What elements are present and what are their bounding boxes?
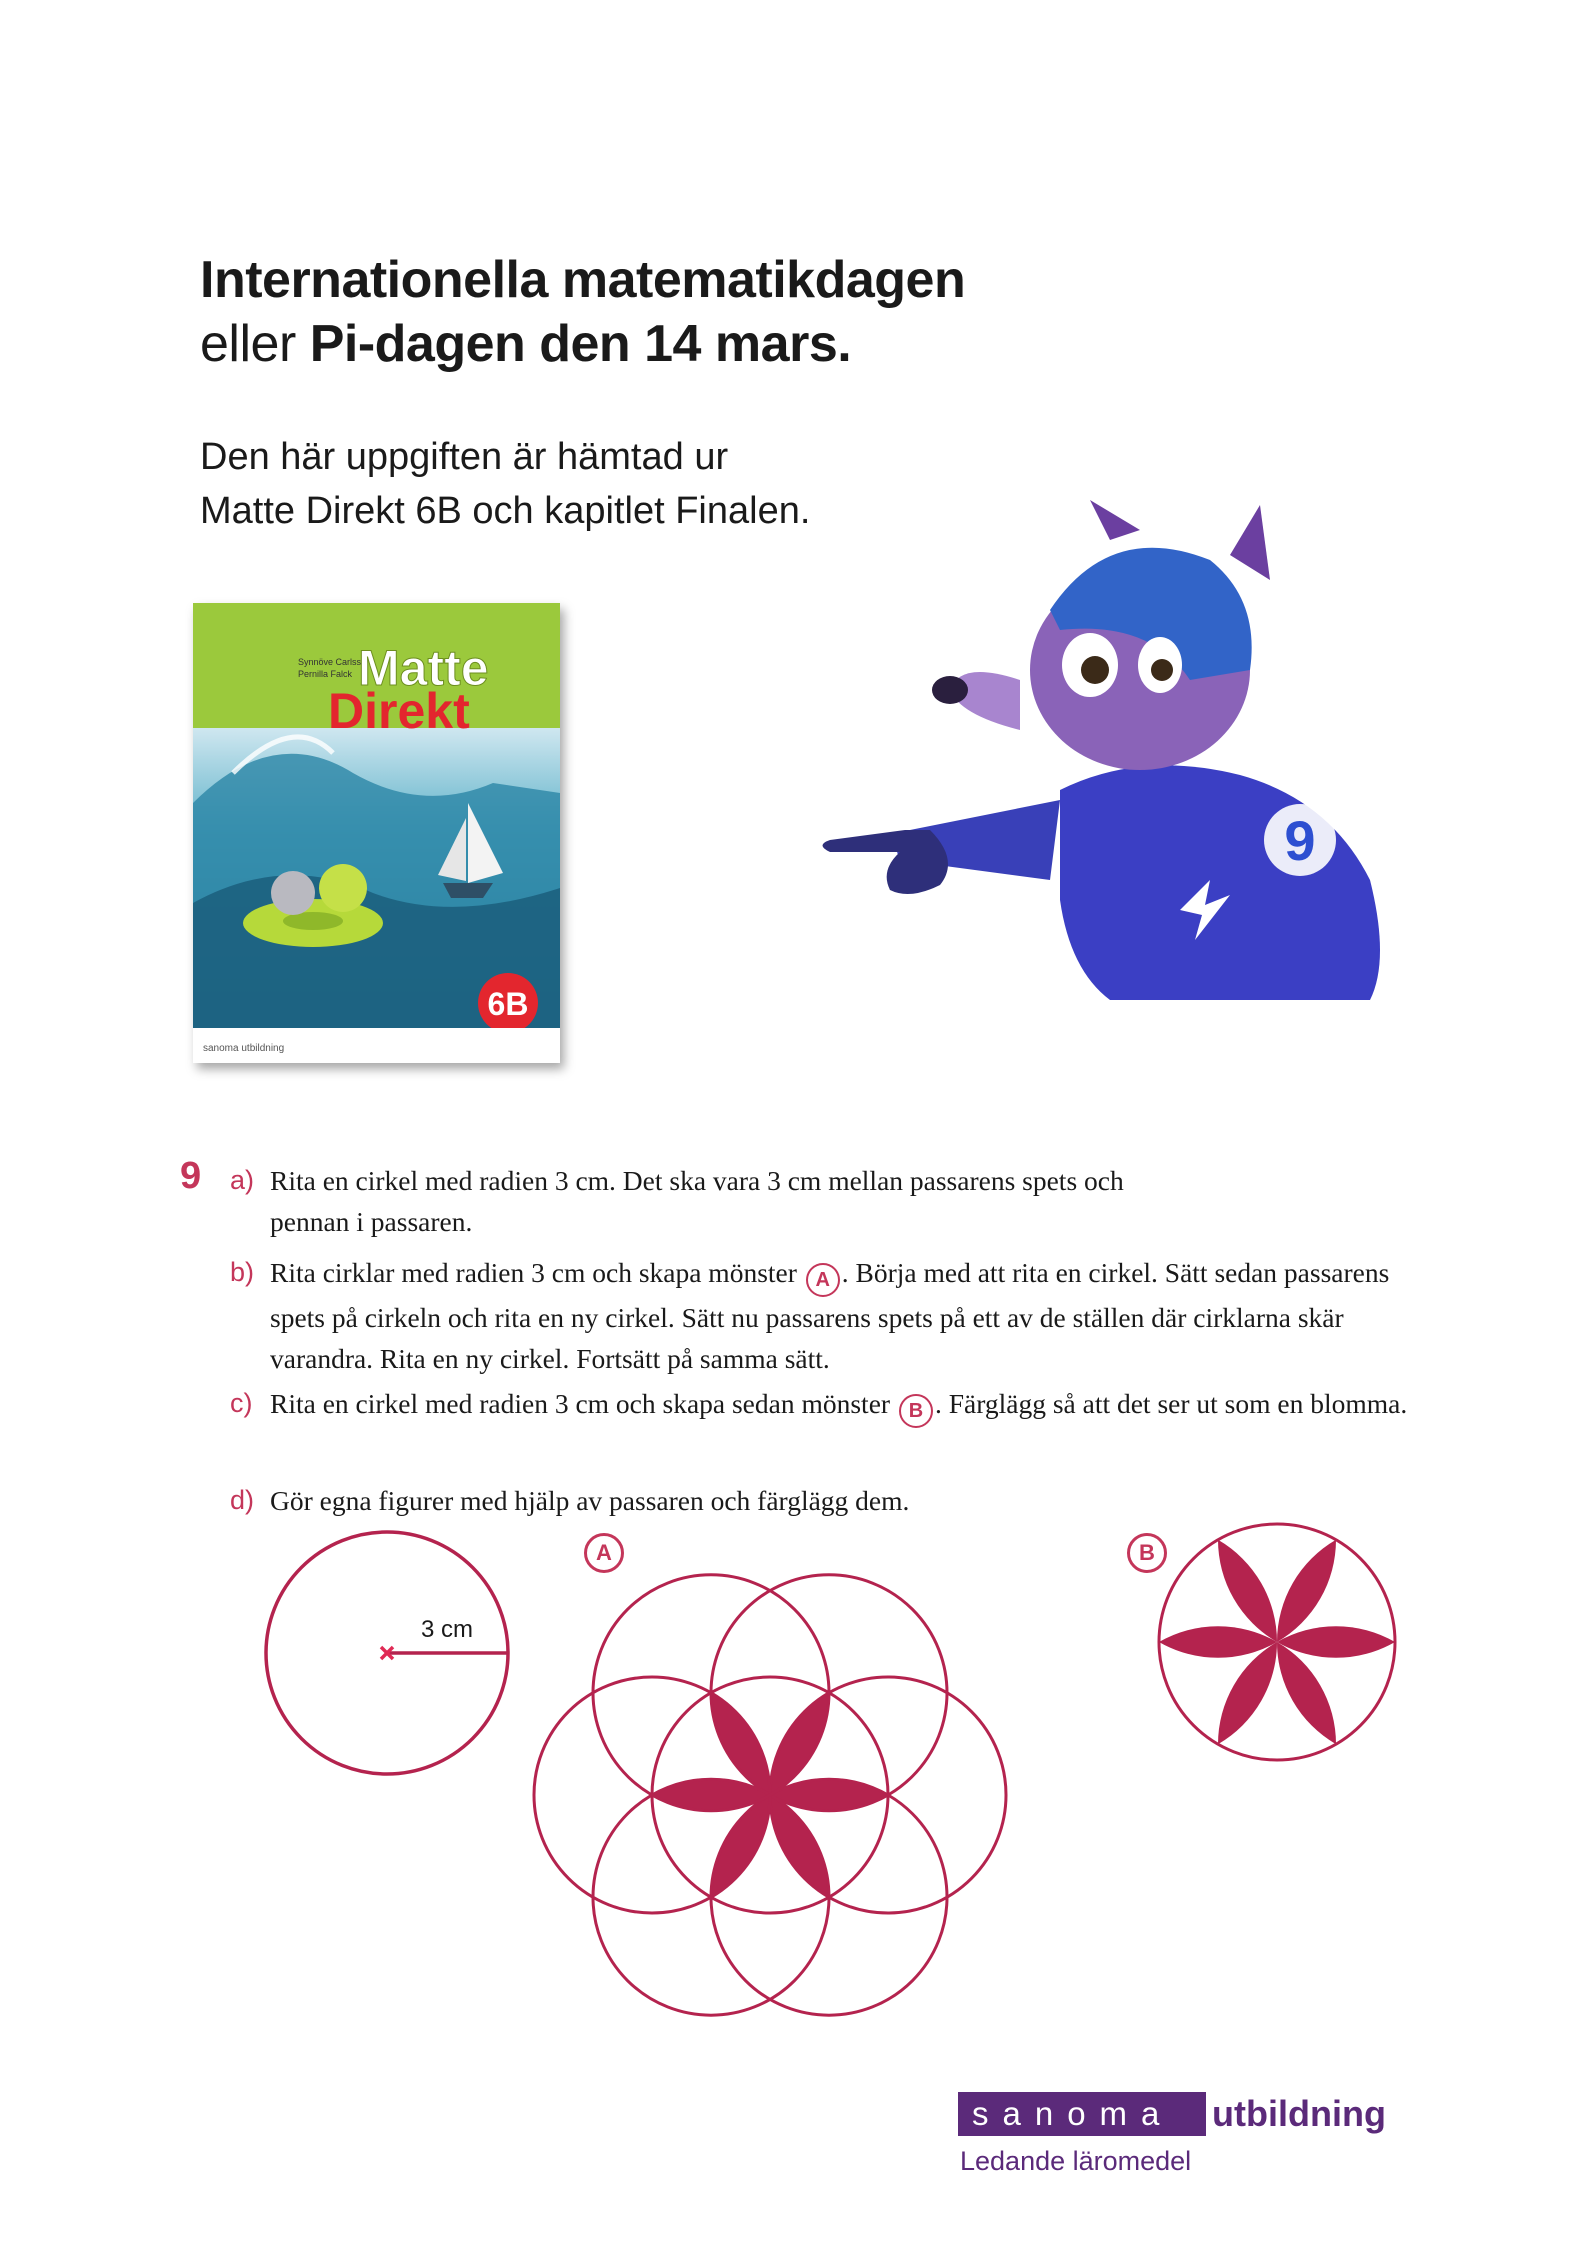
book-cover-art (193, 603, 560, 1063)
cover-authors: Synnöve Carlsson (298, 657, 372, 667)
task-item-c (230, 1383, 1430, 1428)
intro-text: Den här uppgiften är hämtad ur Matte Direkt 6B och kapitlet Finalen. (200, 436, 811, 532)
task-item-a-label: a) (230, 1165, 255, 1195)
mascot-illustration (810, 500, 1390, 1020)
logo-tagline: Ledande läromedel (960, 2146, 1192, 2176)
badge-a: A (584, 1533, 624, 1573)
cover-title-top: Matte (358, 640, 489, 696)
task-item-d-label: d) (230, 1485, 255, 1515)
task-item-b-text: Rita cirklar med radien 3 cm och skapa mönster A . Börja med att rita en cirkel. Sätt sedan passarens spets på cirkeln och rita en ny cirkel. Sätt nu passarens spets på ett av de ställen där cirklarna skär varandra. Rita en ny cirkel. Fortsätt på samma sätt. (270, 1257, 1390, 1374)
book-cover (193, 603, 560, 1063)
badge-a-inline: A (806, 1263, 840, 1297)
svg-text:Pernilla Falck: Pernilla Falck (298, 669, 353, 679)
task-item-a-text: Rita en cirkel med radien 3 cm. Det ska vara 3 cm mellan passarens spets och pennan i passaren. (270, 1165, 1124, 1237)
task-item-b (230, 1252, 1430, 1379)
badge-b-inline: B (899, 1394, 933, 1428)
jersey-number: 9 (1284, 809, 1316, 872)
cover-publisher: sanoma utbildning (203, 1043, 285, 1054)
pattern-b (1159, 1524, 1395, 1760)
figures-svg (0, 1500, 1575, 2020)
petal (1277, 1626, 1395, 1658)
title-line-1: Internationella matematikdagen (200, 251, 966, 309)
page-title (200, 248, 965, 376)
logo-wordmark: sanoma (958, 2092, 1206, 2136)
figures (0, 1500, 1575, 2020)
radius-figure (266, 1532, 508, 1774)
cover-title-bottom: Direkt (328, 683, 470, 739)
pattern-a (534, 1575, 1006, 2015)
task-item-c-label: c) (230, 1388, 253, 1418)
petal (1159, 1626, 1277, 1658)
task-item-b-label: b) (230, 1257, 255, 1287)
logo-utbildning: utbildning (1212, 2093, 1386, 2134)
badge-b: B (1127, 1533, 1167, 1573)
radius-label: 3 cm (420, 1616, 474, 1643)
task-item-c-text: Rita en cirkel med radien 3 cm och skapa sedan mönster B . Färglägg så att det ser ut som en blomma. (270, 1383, 1430, 1428)
task-item-a (230, 1160, 1430, 1242)
task-number: 9 (180, 1155, 202, 1197)
title-line-2: eller Pi-dagen den 14 mars. (200, 315, 852, 373)
task-item-d-text: Gör egna figurer med hjälp av passaren och färglägg dem. (270, 1485, 910, 1516)
cover-grade: 6B (487, 986, 529, 1022)
mascot-art (810, 500, 1390, 1020)
